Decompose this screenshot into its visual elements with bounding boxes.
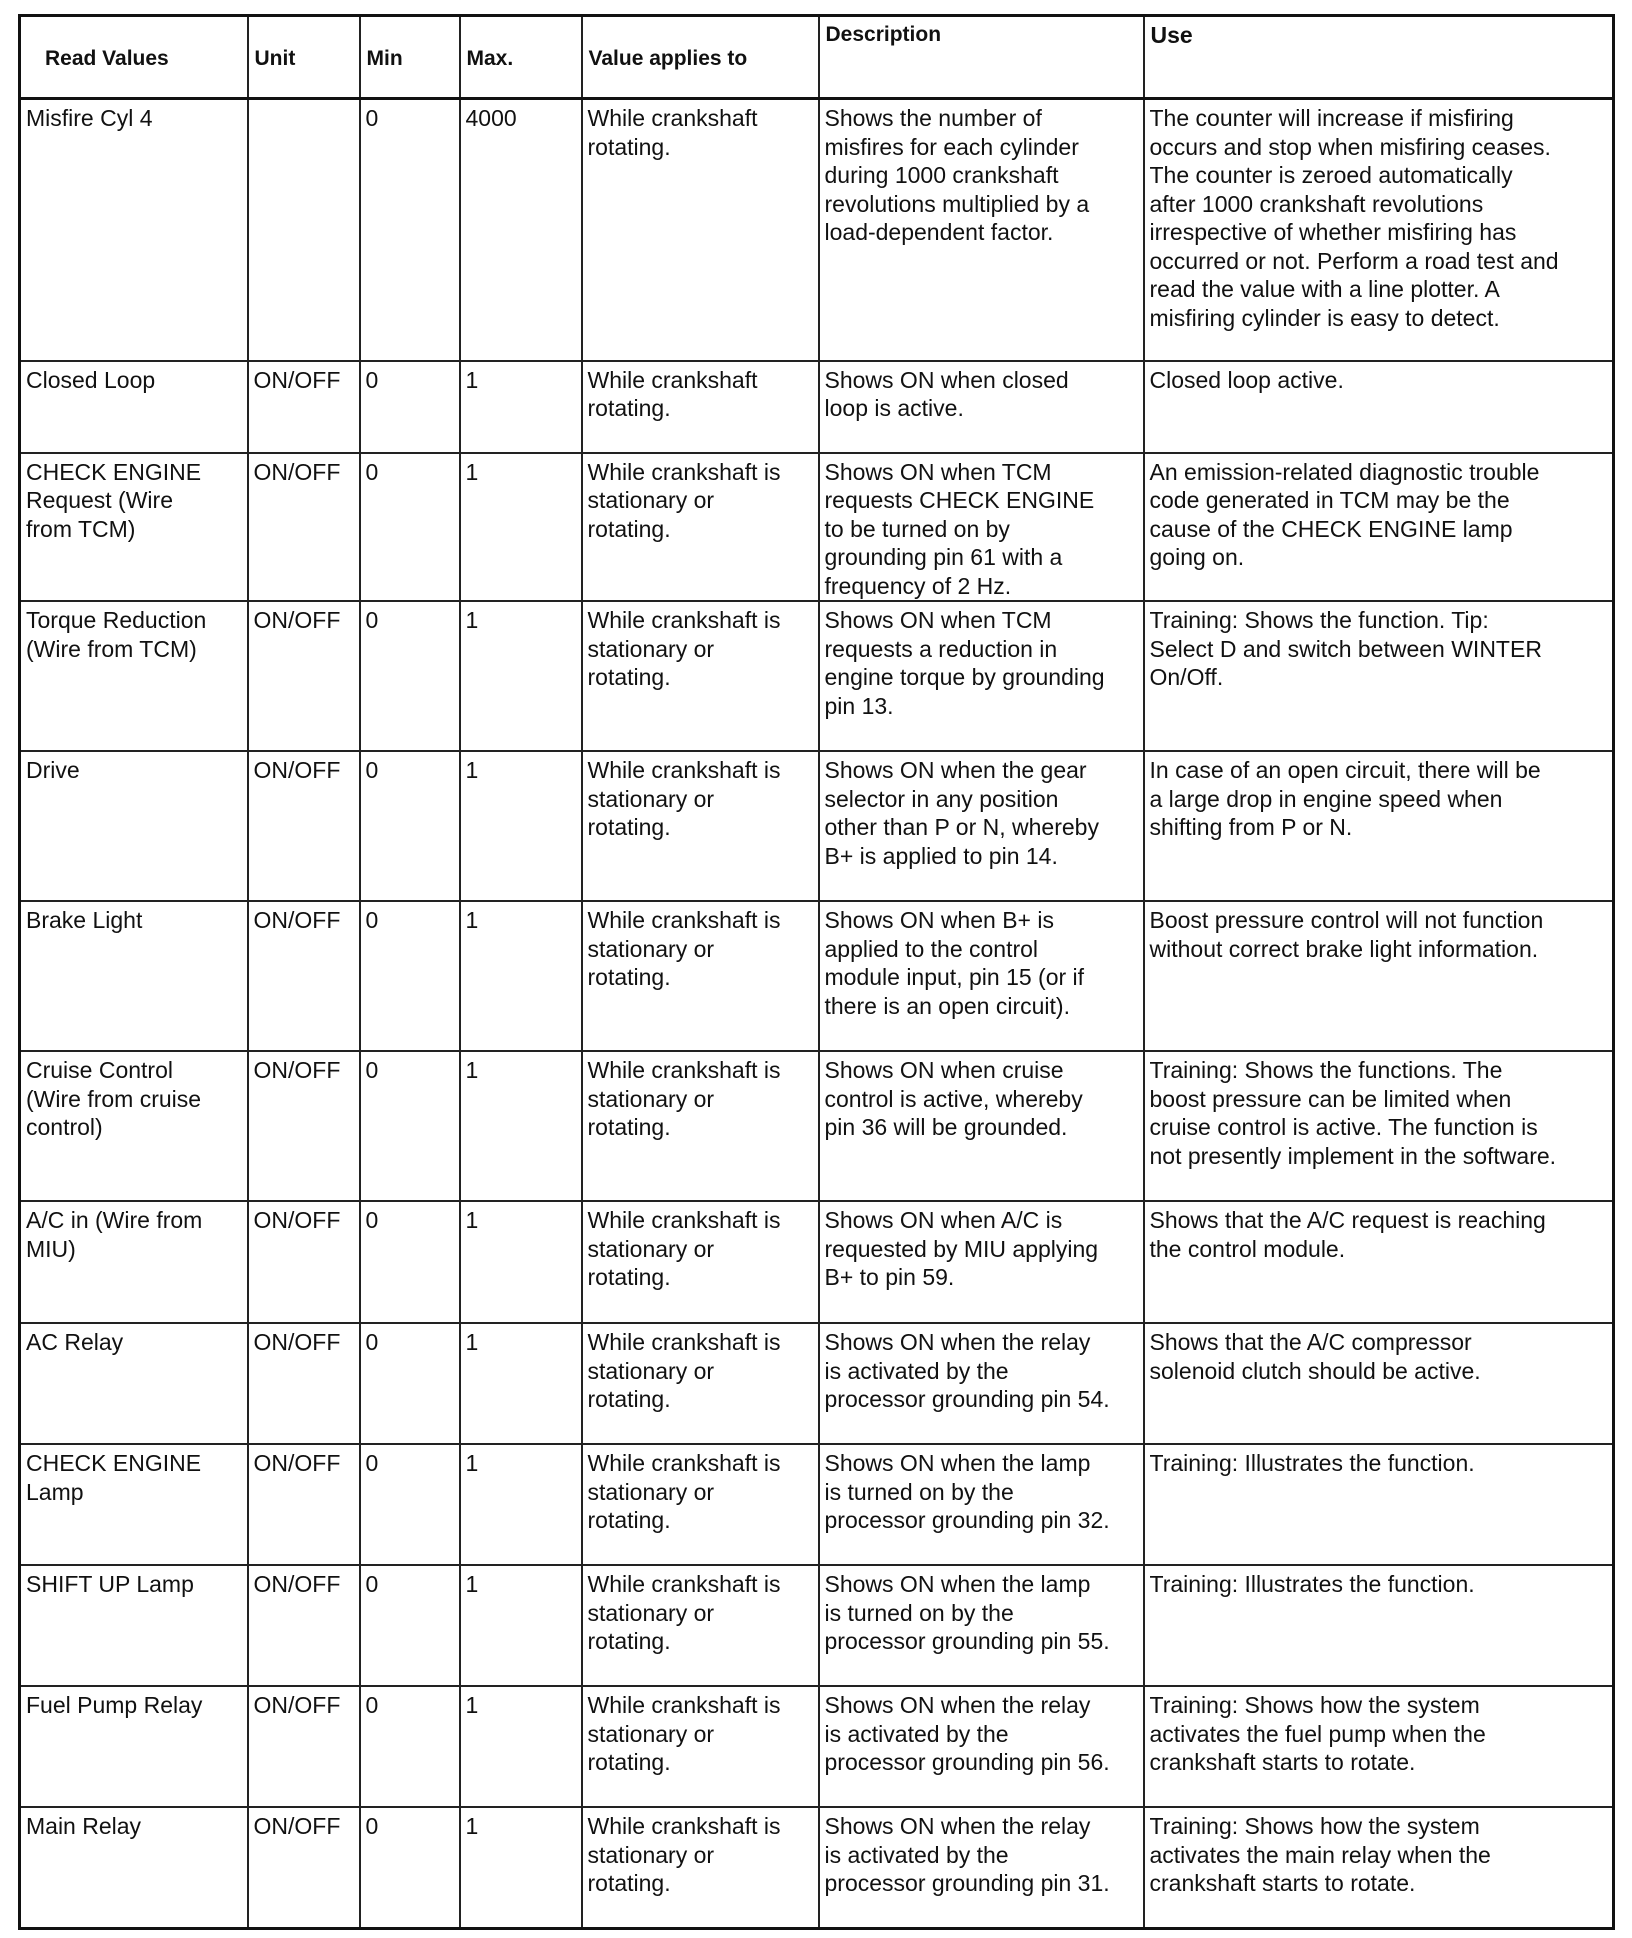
cell-value-applies-to: While crankshaft is stationary or rotating. [582,1686,819,1807]
cell-unit: ON/OFF [248,1565,360,1686]
cell-value-applies-to: While crankshaft is stationary or rotating. [582,1051,819,1201]
cell-unit: ON/OFF [248,1444,360,1565]
cell-value-applies-to: While crankshaft is stationary or rotating. [582,1323,819,1444]
cell-unit: ON/OFF [248,453,360,602]
header-row [20,16,1614,99]
cell-use: The counter will increase if misfiring occurs and stop when misfiring ceases. The counter is zeroed automatically after 1000 crankshaft revolutions irrespective of whether misfiring has occurred or not. Perform a road test and read the value with a line plotter. A misfiring cylinder is easy to detect. [1144,99,1614,361]
cell-use: Training: Shows how the system activates the fuel pump when the crankshaft starts to rotate. [1144,1686,1614,1807]
cell-use: An emission-related diagnostic trouble code generated in TCM may be the cause of the CHECK ENGINE lamp going on. [1144,453,1614,602]
table-row [20,1565,1614,1686]
cell-description: Shows ON when the gear selector in any position other than P or N, whereby B+ is applied to pin 14. [819,751,1144,901]
cell-unit: ON/OFF [248,601,360,751]
cell-description: Shows ON when the lamp is turned on by the processor grounding pin 32. [819,1444,1144,1565]
cell-min: 0 [360,1565,460,1686]
cell-min: 0 [360,1807,460,1928]
cell-use: Closed loop active. [1144,361,1614,453]
cell-max: 1 [460,1323,582,1444]
cell-unit: ON/OFF [248,901,360,1051]
cell-use: In case of an open circuit, there will be a large drop in engine speed when shifting from P or N. [1144,751,1614,901]
cell-read-value: Misfire Cyl 4 [20,99,248,361]
table-row [20,1444,1614,1565]
cell-value-applies-to: While crankshaft is stationary or rotating. [582,601,819,751]
cell-read-value: AC Relay [20,1323,248,1444]
cell-min: 0 [360,601,460,751]
cell-read-value: Closed Loop [20,361,248,453]
cell-value-applies-to: While crankshaft rotating. [582,99,819,361]
cell-description: Shows ON when A/C is requested by MIU applying B+ to pin 59. [819,1201,1144,1323]
cell-min: 0 [360,901,460,1051]
table-row [20,1807,1614,1928]
cell-value-applies-to: While crankshaft is stationary or rotating. [582,1444,819,1565]
cell-min: 0 [360,99,460,361]
cell-read-value: CHECK ENGINE Lamp [20,1444,248,1565]
cell-use: Training: Shows the function. Tip: Select D and switch between WINTER On/Off. [1144,601,1614,751]
cell-description: Shows ON when the relay is activated by the processor grounding pin 56. [819,1686,1144,1807]
table-row [20,453,1614,602]
cell-value-applies-to: While crankshaft is stationary or rotating. [582,1807,819,1928]
cell-max: 1 [460,1807,582,1928]
header-use: Use [1144,16,1614,99]
table-row [20,99,1614,361]
table-row [20,1201,1614,1323]
cell-max: 1 [460,751,582,901]
cell-max: 1 [460,1565,582,1686]
cell-min: 0 [360,1051,460,1201]
cell-unit: ON/OFF [248,1201,360,1323]
cell-description: Shows ON when B+ is applied to the control module input, pin 15 (or if there is an open circuit). [819,901,1144,1051]
cell-description: Shows ON when closed loop is active. [819,361,1144,453]
cell-max: 1 [460,453,582,602]
cell-use: Training: Shows how the system activates the main relay when the crankshaft starts to rotate. [1144,1807,1614,1928]
cell-max: 1 [460,1051,582,1201]
cell-description: Shows ON when TCM requests a reduction in engine torque by grounding pin 13. [819,601,1144,751]
cell-max: 1 [460,1444,582,1565]
cell-min: 0 [360,1323,460,1444]
cell-unit: ON/OFF [248,361,360,453]
cell-use: Training: Illustrates the function. [1144,1565,1614,1686]
cell-description: Shows ON when TCM requests CHECK ENGINE to be turned on by grounding pin 61 with a frequency of 2 Hz. [819,453,1144,602]
cell-use: Boost pressure control will not function without correct brake light information. [1144,901,1614,1051]
cell-read-value: CHECK ENGINE Request (Wire from TCM) [20,453,248,602]
cell-unit: ON/OFF [248,1807,360,1928]
table-row [20,1051,1614,1201]
cell-value-applies-to: While crankshaft is stationary or rotating. [582,751,819,901]
read-values-table [18,14,1615,1930]
table-row [20,601,1614,751]
header-description: Description [819,16,1144,99]
cell-min: 0 [360,751,460,901]
cell-read-value: A/C in (Wire from MIU) [20,1201,248,1323]
header-read-values: Read Values [20,16,248,99]
table-row [20,751,1614,901]
header-value-applies-to: Value applies to [582,16,819,99]
cell-value-applies-to: While crankshaft is stationary or rotating. [582,901,819,1051]
cell-min: 0 [360,1686,460,1807]
cell-max: 4000 [460,99,582,361]
cell-max: 1 [460,361,582,453]
cell-value-applies-to: While crankshaft rotating. [582,361,819,453]
table-row [20,1323,1614,1444]
cell-unit: ON/OFF [248,1686,360,1807]
cell-max: 1 [460,901,582,1051]
cell-read-value: Cruise Control (Wire from cruise control) [20,1051,248,1201]
cell-unit: ON/OFF [248,1051,360,1201]
cell-max: 1 [460,1686,582,1807]
cell-description: Shows ON when cruise control is active, whereby pin 36 will be grounded. [819,1051,1144,1201]
cell-read-value: SHIFT UP Lamp [20,1565,248,1686]
cell-description: Shows ON when the lamp is turned on by the processor grounding pin 55. [819,1565,1144,1686]
table-row [20,1686,1614,1807]
table-row [20,901,1614,1051]
cell-value-applies-to: While crankshaft is stationary or rotating. [582,453,819,602]
cell-description: Shows the number of misfires for each cylinder during 1000 crankshaft revolutions multiplied by a load-dependent factor. [819,99,1144,361]
cell-min: 0 [360,453,460,602]
cell-read-value: Drive [20,751,248,901]
cell-max: 1 [460,601,582,751]
cell-use: Training: Shows the functions. The boost pressure can be limited when cruise control is active. The function is not presently implement in the software. [1144,1051,1614,1201]
cell-unit: ON/OFF [248,751,360,901]
cell-unit: ON/OFF [248,1323,360,1444]
cell-read-value: Main Relay [20,1807,248,1928]
cell-value-applies-to: While crankshaft is stationary or rotating. [582,1565,819,1686]
header-max: Max. [460,16,582,99]
header-min: Min [360,16,460,99]
table-row [20,361,1614,453]
cell-read-value: Brake Light [20,901,248,1051]
cell-min: 0 [360,361,460,453]
cell-description: Shows ON when the relay is activated by the processor grounding pin 54. [819,1323,1144,1444]
cell-use: Training: Illustrates the function. [1144,1444,1614,1565]
cell-min: 0 [360,1201,460,1323]
cell-min: 0 [360,1444,460,1565]
cell-use: Shows that the A/C compressor solenoid clutch should be active. [1144,1323,1614,1444]
cell-value-applies-to: While crankshaft is stationary or rotating. [582,1201,819,1323]
header-unit: Unit [248,16,360,99]
cell-read-value: Torque Reduction (Wire from TCM) [20,601,248,751]
cell-description: Shows ON when the relay is activated by the processor grounding pin 31. [819,1807,1144,1928]
cell-max: 1 [460,1201,582,1323]
cell-use: Shows that the A/C request is reaching the control module. [1144,1201,1614,1323]
cell-read-value: Fuel Pump Relay [20,1686,248,1807]
cell-unit [248,99,360,361]
